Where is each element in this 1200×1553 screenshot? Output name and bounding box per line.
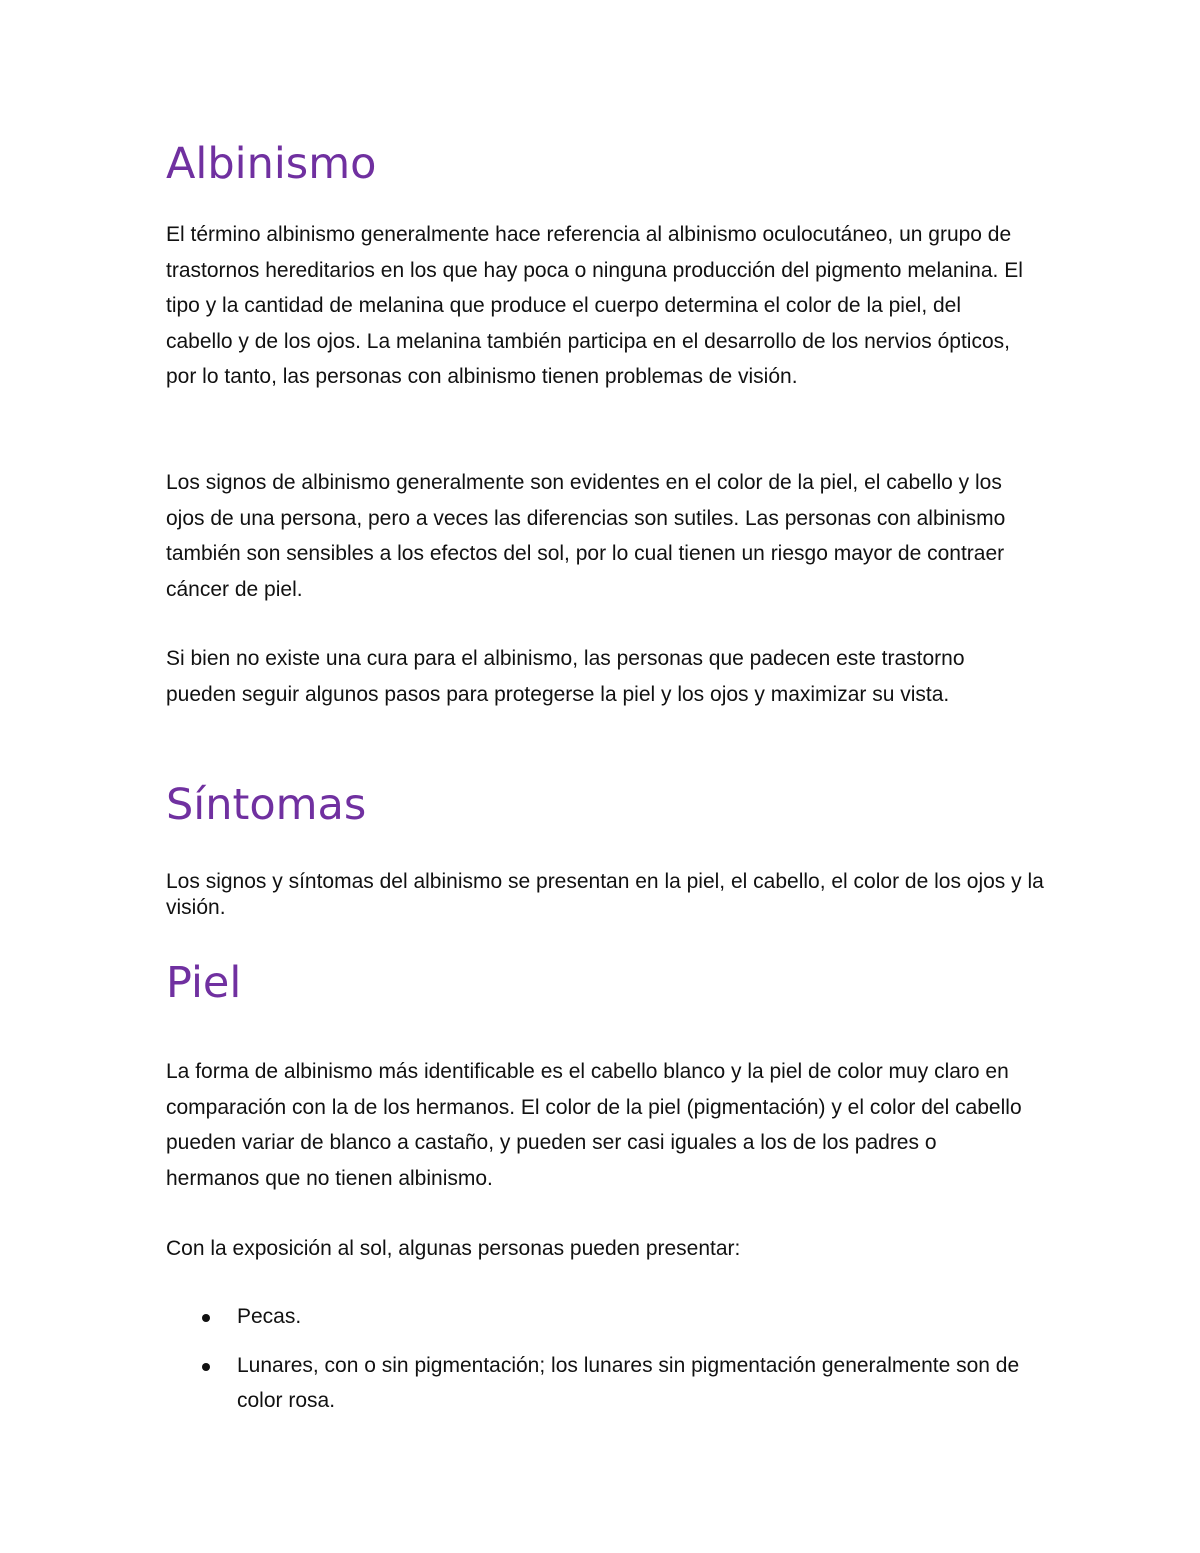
bullet-dot-icon	[202, 1314, 210, 1322]
heading-sintomas: Síntomas	[166, 780, 367, 830]
list-item	[166, 1348, 1026, 1418]
paragraph-albinismo-intro: El término albinismo generalmente hace referencia al albinismo oculocutáneo, un grupo de trastornos hereditarios en los que hay poca o ninguna producción del pigmento melanina. El tipo y la cantidad de melanina que produce el cuerpo determina el color de la piel, del cabello y de los ojos. La melanina también participa en el desarrollo de los nervios ópticos, por lo tanto, las personas con albinismo tienen problemas de visión.	[166, 223, 1023, 388]
heading-piel: Piel	[166, 958, 242, 1008]
paragraph-piel-exposicion: Con la exposición al sol, algunas personas pueden presentar:	[166, 1237, 741, 1260]
list-item-text: Lunares, con o sin pigmentación; los lunares sin pigmentación generalmente son de color rosa.	[237, 1354, 1020, 1412]
bullet-list-piel	[166, 1299, 1026, 1418]
list-item-text: Pecas.	[237, 1305, 302, 1328]
paragraph-piel-forma: La forma de albinismo más identificable es el cabello blanco y la piel de color muy claro en comparación con la de los hermanos. El color de la piel (pigmentación) y el color del cabello pueden variar de blanco a castaño, y pueden ser casi iguales a los de los padres o hermanos que no tienen albinismo.	[166, 1060, 1022, 1190]
paragraph-sintomas: Los signos y síntomas del albinismo se presentan en la piel, el cabello, el color de los ojos y la visión.	[166, 870, 1044, 919]
paragraph-albinismo-signos: Los signos de albinismo generalmente son evidentes en el color de la piel, el cabello y los ojos de una persona, pero a veces las diferencias son sutiles. Las personas con albinismo también son sensibles a los efectos del sol, por lo cual tienen un riesgo mayor de contraer cáncer de piel.	[166, 471, 1006, 601]
paragraph-albinismo-cura: Si bien no existe una cura para el albinismo, las personas que padecen este trastorno pueden seguir algunos pasos para protegerse la piel y los ojos y maximizar su vista.	[166, 647, 965, 706]
heading-albinismo: Albinismo	[166, 139, 377, 189]
bullet-dot-icon	[202, 1363, 210, 1371]
list-item	[166, 1299, 1026, 1334]
